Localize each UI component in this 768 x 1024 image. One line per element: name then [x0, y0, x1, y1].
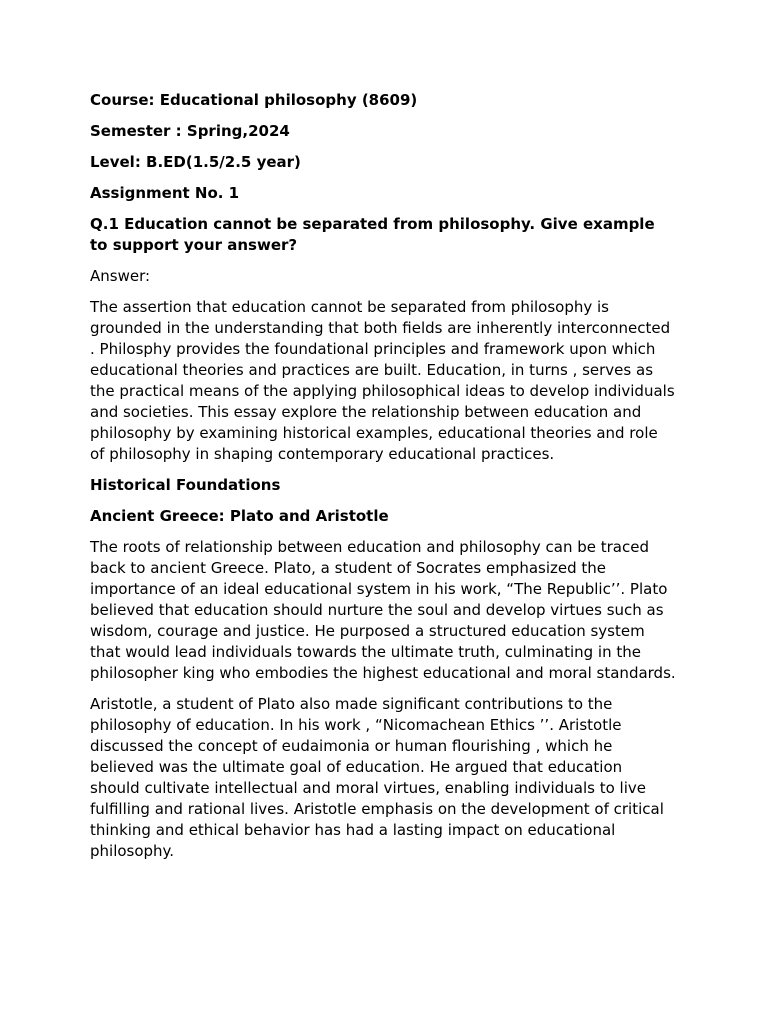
semester-line: Semester : Spring,2024 [90, 122, 290, 140]
answer-label: Answer: [90, 267, 151, 285]
course-title: Course: Educational philosophy (8609) [90, 91, 418, 109]
subsection-heading: Ancient Greece: Plato and Aristotle [90, 507, 389, 525]
assignment-number: Assignment No. 1 [90, 184, 240, 202]
aristotle-paragraph: Aristotle, a student of Plato also made significant contributions to the philosophy of education. In his work , “Nicomachean Ethics ’’. Aristotle discussed the concept of eudaimonia or human flourishing , which he believed was the ultimate goal of education. He argued that education should cultivate intellectual and moral virtues, enabling individuals to live fulfilling and rational lives. Aristotle emphasis on the development of critical thinking and ethical behavior has had a lasting impact on educational philosophy. [90, 695, 664, 860]
plato-paragraph: The roots of relationship between education and philosophy can be traced back to ancient Greece. Plato, a student of Socrates emphasized the importance of an ideal educational system in his work, “The Republic’’. Plato believed that education should nurture the soul and develop virtues such as wisdom, courage and justice. He purposed a structured education system that would lead individuals towards the ultimate truth, culminating in the philosopher king who embodies the highest educational and moral standards. [90, 538, 676, 682]
question-text: Q.1 Education cannot be separated from philosophy. Give example to support your answer? [90, 215, 655, 254]
section-heading: Historical Foundations [90, 476, 281, 494]
level-line: Level: B.ED(1.5/2.5 year) [90, 153, 301, 171]
intro-paragraph: The assertion that education cannot be separated from philosophy is grounded in the understanding that both fields are inherently interconnected . Philosphy provides the foundational principles and framework upon which educational theories and practices are built. Education, in turns , serves as the practical means of the applying philosophical ideas to develop individuals and societies. This essay explore the relationship between education and philosophy by examining historical examples, educational theories and role of philosophy in shaping contemporary educational practices. [90, 298, 675, 463]
